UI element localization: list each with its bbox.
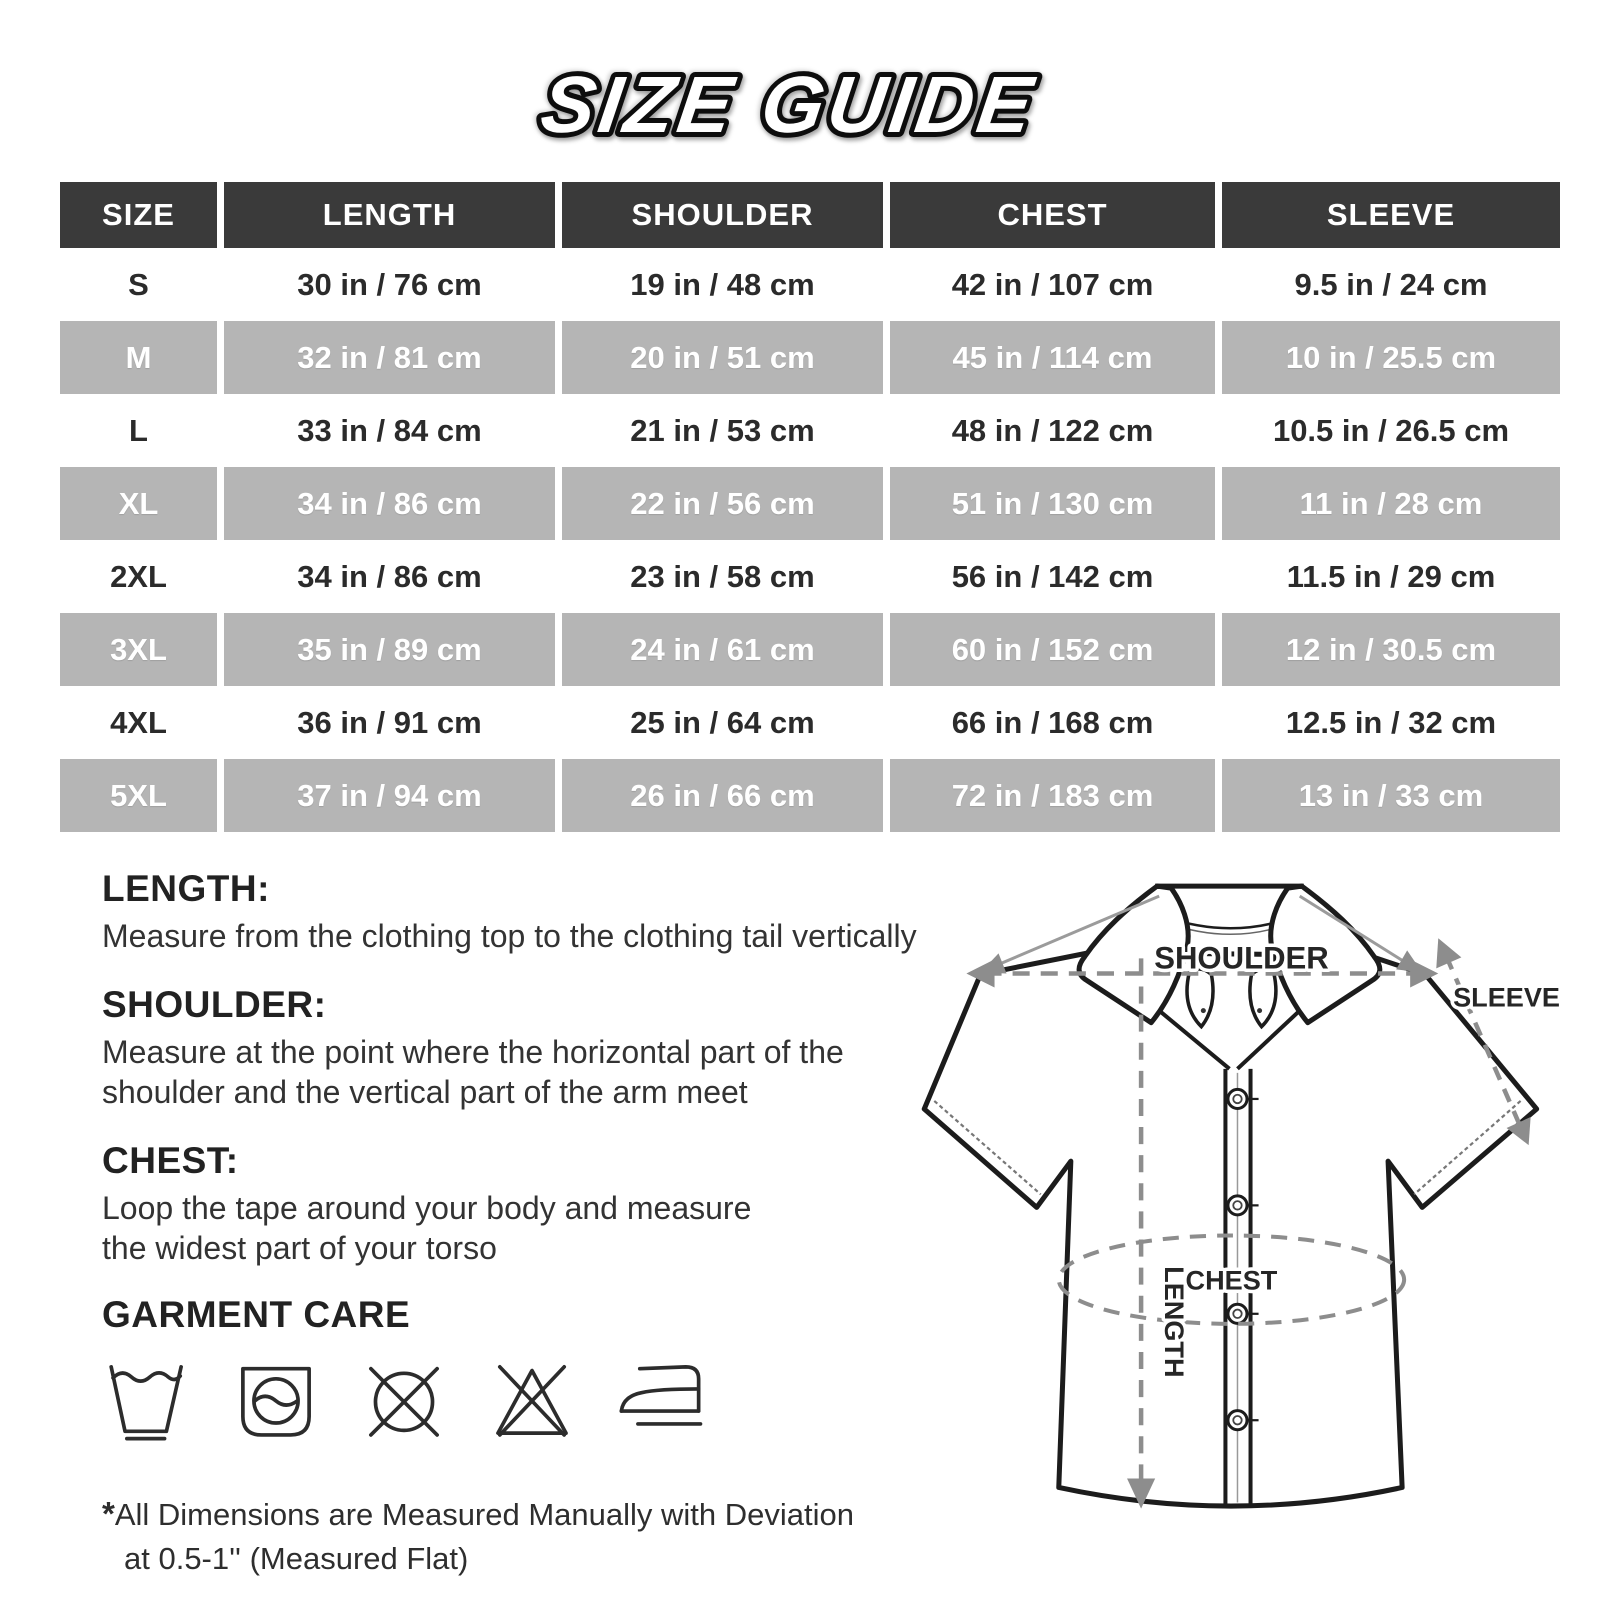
sleeve-diagram-label: SLEEVE: [1453, 981, 1561, 1013]
chest-diagram-label: CHEST: [1185, 1264, 1278, 1296]
do-not-bleach-icon: [486, 1354, 578, 1446]
cell-chest: 45 in / 114 cm: [890, 321, 1215, 394]
cell-sleeve: 10 in / 25.5 cm: [1222, 321, 1560, 394]
disclaimer-line-2: at 0.5-1'' (Measured Flat): [124, 1541, 469, 1576]
collar-band-dot-right: [1257, 1008, 1262, 1013]
cell-sleeve: 12.5 in / 32 cm: [1222, 686, 1560, 759]
cell-length: 33 in / 84 cm: [224, 394, 555, 467]
length-heading: LENGTH:: [102, 868, 270, 909]
title-graphic: [0, 40, 1620, 160]
shoulder-diagram-label: SHOULDER: [1154, 940, 1329, 976]
asterisk: *: [102, 1495, 115, 1532]
wash-tub-icon: [102, 1354, 194, 1446]
cell-chest: 51 in / 130 cm: [890, 467, 1215, 540]
cell-shoulder: 21 in / 53 cm: [562, 394, 883, 467]
cell-shoulder: 24 in / 61 cm: [562, 613, 883, 686]
cell-shoulder: 25 in / 64 cm: [562, 686, 883, 759]
garment-care-heading: GARMENT CARE: [102, 1294, 411, 1335]
cell-size: L: [60, 394, 217, 467]
shoulder-description-line: Measure at the point where the horizontal part of the: [102, 1034, 844, 1070]
shoulder-description: [102, 1032, 947, 1112]
cell-sleeve: 13 in / 33 cm: [1222, 759, 1560, 832]
page-header: [0, 40, 1620, 160]
disclaimer-text-1: All Dimensions are Measured Manually with Deviation: [114, 1497, 854, 1532]
cell-shoulder: 22 in / 56 cm: [562, 467, 883, 540]
disclaimer-line-1: [102, 1492, 882, 1537]
cell-sleeve: 9.5 in / 24 cm: [1222, 248, 1560, 321]
cell-sleeve: 10.5 in / 26.5 cm: [1222, 394, 1560, 467]
column-header-shoulder: SHOULDER: [562, 182, 883, 248]
cell-shoulder: 19 in / 48 cm: [562, 248, 883, 321]
shirt-measurement-diagram: [918, 860, 1566, 1618]
chest-description-line: Loop the tape around your body and measure: [102, 1190, 752, 1226]
cell-chest: 56 in / 142 cm: [890, 540, 1215, 613]
column-header-length: LENGTH: [224, 182, 555, 248]
cell-length: 30 in / 76 cm: [224, 248, 555, 321]
cell-chest: 72 in / 183 cm: [890, 759, 1215, 832]
column-header-sleeve: SLEEVE: [1222, 182, 1560, 248]
cell-sleeve: 11.5 in / 29 cm: [1222, 540, 1560, 613]
cell-size: 2XL: [60, 540, 217, 613]
cell-shoulder: 20 in / 51 cm: [562, 321, 883, 394]
cell-shoulder: 26 in / 66 cm: [562, 759, 883, 832]
chest-description-line: the widest part of your torso: [102, 1230, 497, 1266]
column-header-chest: CHEST: [890, 182, 1215, 248]
cell-length: 32 in / 81 cm: [224, 321, 555, 394]
column-header-size: SIZE: [60, 182, 217, 248]
size-table: [60, 182, 1560, 832]
cell-shoulder: 23 in / 58 cm: [562, 540, 883, 613]
measurement-disclaimer: [102, 1492, 882, 1581]
chest-heading: CHEST:: [102, 1140, 239, 1181]
cell-size: XL: [60, 467, 217, 540]
length-diagram-label: LENGTH: [1159, 1266, 1191, 1378]
cell-chest: 48 in / 122 cm: [890, 394, 1215, 467]
cell-size: 3XL: [60, 613, 217, 686]
cell-size: M: [60, 321, 217, 394]
shoulder-heading: SHOULDER:: [102, 984, 327, 1025]
cell-size: 5XL: [60, 759, 217, 832]
cell-length: 34 in / 86 cm: [224, 467, 555, 540]
iron-icon: [614, 1354, 706, 1446]
cell-size: S: [60, 248, 217, 321]
measurement-instructions: [102, 868, 947, 1581]
cell-length: 36 in / 91 cm: [224, 686, 555, 759]
machine-wash-icon: [230, 1354, 322, 1446]
cell-sleeve: 11 in / 28 cm: [1222, 467, 1560, 540]
cell-chest: 66 in / 168 cm: [890, 686, 1215, 759]
cell-sleeve: 12 in / 30.5 cm: [1222, 613, 1560, 686]
cell-length: 35 in / 89 cm: [224, 613, 555, 686]
chest-description: [102, 1188, 947, 1268]
cell-length: 34 in / 86 cm: [224, 540, 555, 613]
length-description: [102, 916, 947, 956]
shirt-diagram-graphic: [918, 860, 1566, 1618]
cell-length: 37 in / 94 cm: [224, 759, 555, 832]
do-not-dry-clean-icon: [358, 1354, 450, 1446]
page-title: SIZE GUIDE: [535, 60, 1042, 150]
length-description-line: Measure from the clothing top to the clothing tail vertically: [102, 918, 917, 954]
cell-chest: 42 in / 107 cm: [890, 248, 1215, 321]
shoulder-description-line: shoulder and the vertical part of the arm meet: [102, 1074, 748, 1110]
cell-size: 4XL: [60, 686, 217, 759]
garment-care-icons: [102, 1354, 947, 1446]
collar-band-dot-left: [1201, 1008, 1206, 1013]
cell-chest: 60 in / 152 cm: [890, 613, 1215, 686]
